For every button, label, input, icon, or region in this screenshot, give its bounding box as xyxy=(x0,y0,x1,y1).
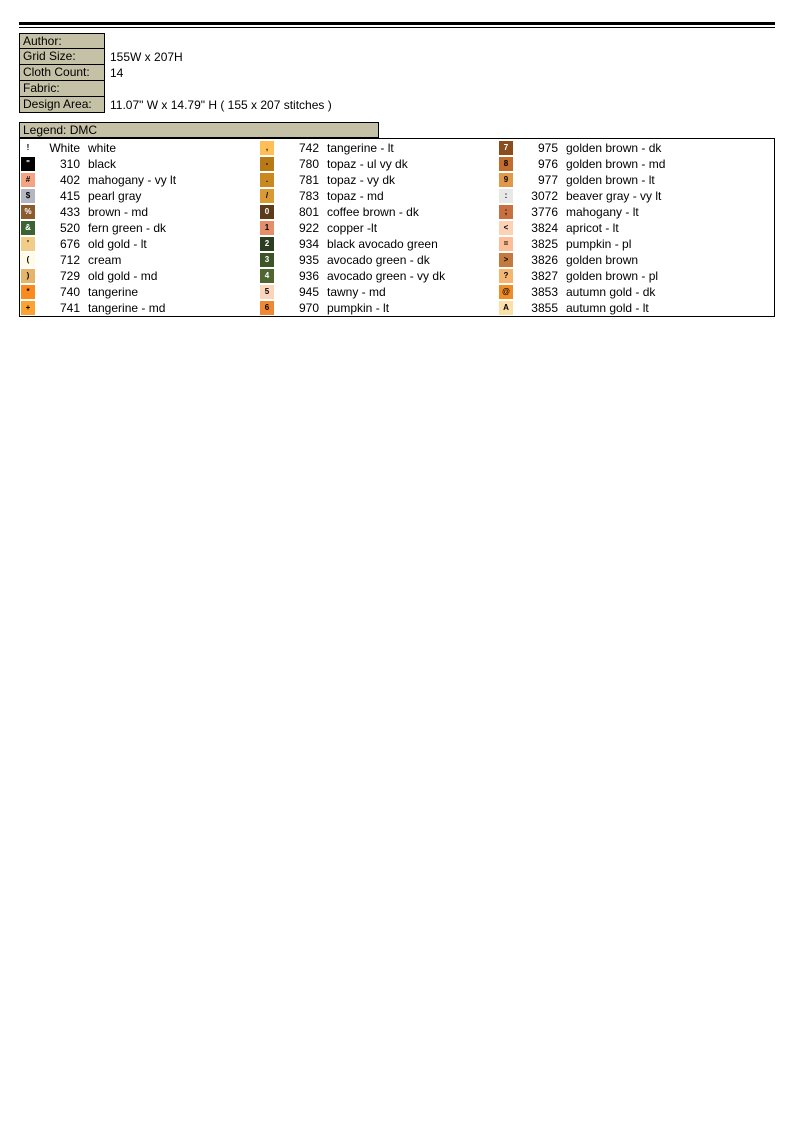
floss-number: 740 xyxy=(59,285,80,299)
floss-number: 3855 xyxy=(531,301,558,315)
floss-swatch: = xyxy=(499,237,513,251)
floss-number: 3824 xyxy=(531,221,558,235)
floss-swatch: A xyxy=(499,301,513,315)
floss-name: pumpkin - lt xyxy=(327,301,390,315)
floss-number: 934 xyxy=(298,237,319,251)
floss-name: tangerine xyxy=(88,285,139,299)
floss-swatch: ( xyxy=(21,253,35,267)
legend-entry xyxy=(498,300,768,316)
legend-entry xyxy=(20,268,258,284)
legend-entry xyxy=(20,236,258,252)
legend-entry xyxy=(498,156,768,172)
floss-name: old gold - lt xyxy=(88,237,147,251)
legend-entry xyxy=(259,252,497,268)
info-value: 14 xyxy=(110,66,124,80)
floss-swatch: 4 xyxy=(260,269,274,283)
info-label: Fabric: xyxy=(19,81,105,97)
floss-number: 3827 xyxy=(531,269,558,283)
floss-number: 712 xyxy=(59,253,80,267)
legend-entry xyxy=(259,268,497,284)
legend-entry xyxy=(498,204,768,220)
floss-number: 970 xyxy=(298,301,319,315)
floss-swatch: : xyxy=(499,189,513,203)
legend-entry xyxy=(259,156,497,172)
info-value: 11.07" W x 14.79" H ( 155 x 207 stitches ) xyxy=(110,98,332,112)
floss-swatch: + xyxy=(21,301,35,315)
legend-entry xyxy=(20,156,258,172)
floss-name: tangerine - lt xyxy=(327,141,394,155)
floss-name: golden brown - md xyxy=(566,157,666,171)
legend-entry xyxy=(498,140,768,156)
legend-entry xyxy=(20,220,258,236)
info-label: Grid Size: xyxy=(19,49,105,65)
floss-swatch: 5 xyxy=(260,285,274,299)
legend-table xyxy=(19,138,775,317)
floss-number: 783 xyxy=(298,189,319,203)
floss-swatch: & xyxy=(21,221,35,235)
floss-number: 3825 xyxy=(531,237,558,251)
floss-number: 676 xyxy=(59,237,80,251)
floss-number: 3072 xyxy=(531,189,558,203)
legend-entry xyxy=(259,172,497,188)
floss-name: topaz - ul vy dk xyxy=(327,157,408,171)
legend-entry xyxy=(259,300,497,316)
floss-name: brown - md xyxy=(88,205,149,219)
floss-name: golden brown - pl xyxy=(566,269,659,283)
floss-name: coffee brown - dk xyxy=(327,205,419,219)
legend-title: Legend: DMC xyxy=(19,122,379,138)
legend-entry xyxy=(20,300,258,316)
floss-swatch: ' xyxy=(21,237,35,251)
floss-number: 741 xyxy=(59,301,80,315)
info-label: Cloth Count: xyxy=(19,65,105,81)
floss-swatch: 6 xyxy=(260,301,274,315)
floss-name: beaver gray - vy lt xyxy=(566,189,662,203)
header-rule-thin xyxy=(19,27,775,28)
floss-number: 310 xyxy=(59,157,80,171)
legend-entry xyxy=(498,236,768,252)
floss-name: avocado green - dk xyxy=(327,253,430,267)
floss-name: mahogany - lt xyxy=(566,205,639,219)
floss-number: White xyxy=(49,141,80,155)
legend-column-1 xyxy=(20,140,258,316)
floss-swatch: 8 xyxy=(499,157,513,171)
floss-number: 3826 xyxy=(531,253,558,267)
floss-number: 975 xyxy=(537,141,558,155)
floss-number: 742 xyxy=(298,141,319,155)
floss-name: golden brown xyxy=(566,253,639,267)
legend-entry xyxy=(20,252,258,268)
floss-number: 922 xyxy=(298,221,319,235)
floss-number: 780 xyxy=(298,157,319,171)
legend-entry xyxy=(259,236,497,252)
header-rule-thick xyxy=(19,22,775,25)
floss-name: old gold - md xyxy=(88,269,158,283)
floss-number: 945 xyxy=(298,285,319,299)
floss-name: golden brown - dk xyxy=(566,141,662,155)
legend-entry xyxy=(20,204,258,220)
floss-name: tawny - md xyxy=(327,285,386,299)
floss-swatch: < xyxy=(499,221,513,235)
floss-number: 520 xyxy=(59,221,80,235)
floss-swatch: $ xyxy=(21,189,35,203)
floss-swatch: 1 xyxy=(260,221,274,235)
floss-swatch: 3 xyxy=(260,253,274,267)
floss-swatch: - xyxy=(260,157,274,171)
floss-number: 3853 xyxy=(531,285,558,299)
info-label: Design Area: xyxy=(19,97,105,113)
legend-entry xyxy=(498,172,768,188)
floss-name: pumpkin - pl xyxy=(566,237,632,251)
floss-swatch: " xyxy=(21,157,35,171)
floss-swatch: . xyxy=(260,173,274,187)
floss-swatch: > xyxy=(499,253,513,267)
floss-swatch: # xyxy=(21,173,35,187)
floss-number: 415 xyxy=(59,189,80,203)
floss-swatch: ) xyxy=(21,269,35,283)
floss-name: golden brown - lt xyxy=(566,173,655,187)
floss-number: 433 xyxy=(59,205,80,219)
floss-swatch: * xyxy=(21,285,35,299)
floss-swatch: , xyxy=(260,141,274,155)
floss-swatch: ; xyxy=(499,205,513,219)
floss-swatch: 0 xyxy=(260,205,274,219)
legend-entry xyxy=(20,172,258,188)
legend-column-3 xyxy=(498,140,768,316)
floss-number: 781 xyxy=(298,173,319,187)
floss-number: 936 xyxy=(298,269,319,283)
floss-name: apricot - lt xyxy=(566,221,619,235)
floss-number: 3776 xyxy=(531,205,558,219)
floss-swatch: ? xyxy=(499,269,513,283)
legend-entry xyxy=(259,220,497,236)
legend-entry xyxy=(498,220,768,236)
legend-entry xyxy=(259,204,497,220)
legend-entry xyxy=(498,284,768,300)
legend-entry xyxy=(498,252,768,268)
floss-name: white xyxy=(88,141,117,155)
floss-number: 801 xyxy=(298,205,319,219)
floss-swatch: 2 xyxy=(260,237,274,251)
legend-entry xyxy=(20,284,258,300)
info-label: Author: xyxy=(19,33,105,49)
floss-name: topaz - vy dk xyxy=(327,173,396,187)
floss-name: mahogany - vy lt xyxy=(88,173,177,187)
floss-name: black avocado green xyxy=(327,237,438,251)
floss-name: autumn gold - lt xyxy=(566,301,649,315)
legend-entry xyxy=(259,140,497,156)
legend-entry xyxy=(498,268,768,284)
legend-entry xyxy=(259,284,497,300)
floss-number: 729 xyxy=(59,269,80,283)
legend-entry xyxy=(498,188,768,204)
floss-number: 977 xyxy=(537,173,558,187)
legend-column-2 xyxy=(259,140,497,316)
info-value: 155W x 207H xyxy=(110,50,183,64)
floss-number: 402 xyxy=(59,173,80,187)
floss-name: avocado green - vy dk xyxy=(327,269,446,283)
legend-entry xyxy=(20,140,258,156)
floss-number: 976 xyxy=(537,157,558,171)
floss-swatch: % xyxy=(21,205,35,219)
floss-name: fern green - dk xyxy=(88,221,167,235)
floss-swatch: / xyxy=(260,189,274,203)
floss-name: copper -lt xyxy=(327,221,378,235)
floss-name: tangerine - md xyxy=(88,301,166,315)
floss-name: autumn gold - dk xyxy=(566,285,656,299)
floss-name: pearl gray xyxy=(88,189,142,203)
legend-entry xyxy=(20,188,258,204)
legend-entry xyxy=(259,188,497,204)
floss-swatch: @ xyxy=(499,285,513,299)
floss-name: black xyxy=(88,157,117,171)
floss-name: topaz - md xyxy=(327,189,384,203)
floss-name: cream xyxy=(88,253,122,267)
floss-swatch: 9 xyxy=(499,173,513,187)
floss-swatch: ! xyxy=(21,141,35,155)
floss-number: 935 xyxy=(298,253,319,267)
floss-swatch: 7 xyxy=(499,141,513,155)
